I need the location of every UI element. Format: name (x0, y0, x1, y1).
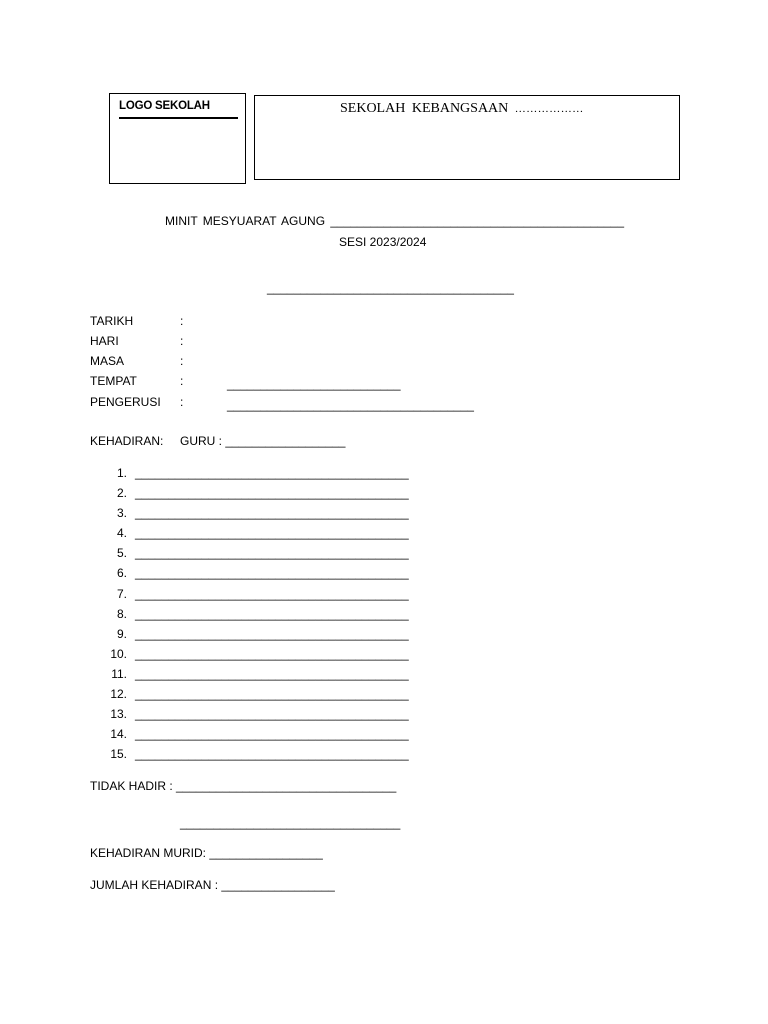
absent-continuation-line: _________________________________ (180, 816, 401, 830)
list-item (107, 566, 409, 586)
list-number: 15. (110, 747, 127, 762)
list-item (107, 747, 409, 767)
school-name (340, 101, 584, 117)
list-item (107, 627, 409, 647)
list-blank-line: _________________________________________ (135, 506, 409, 521)
detail-colon: : (180, 314, 184, 328)
list-item (107, 647, 409, 667)
attendance-list (107, 466, 409, 767)
list-blank-line: _________________________________________ (135, 747, 409, 762)
guru-attendance: GURU : __________________ (180, 434, 346, 448)
list-item (107, 526, 409, 546)
school-name-dots: ……………… (514, 103, 584, 115)
absent-line: TIDAK HADIR : _________________________________ (90, 779, 397, 793)
list-number: 3. (116, 506, 127, 521)
detail-label-pengerusi: PENGERUSI (90, 395, 161, 409)
list-blank-line: _________________________________________ (135, 646, 409, 661)
list-blank-line: _________________________________________ (135, 486, 409, 501)
total-attendance: JUMLAH KEHADIRAN : _________________ (90, 878, 335, 892)
list-number: 14. (110, 727, 127, 742)
list-blank-line: _________________________________________ (135, 586, 409, 601)
logo-underline (119, 117, 238, 119)
list-number: 7. (116, 586, 127, 601)
list-number: 9. (116, 626, 127, 641)
list-blank-line: _________________________________________ (135, 606, 409, 621)
list-number: 10. (110, 646, 127, 661)
list-item (107, 607, 409, 627)
detail-label-hari: HARI (90, 334, 119, 348)
list-blank-line: _________________________________________ (135, 687, 409, 702)
detail-label-masa: MASA (90, 354, 125, 368)
school-name-text: SEKOLAH KEBANGSAAN (340, 101, 509, 116)
list-item (107, 486, 409, 506)
list-blank-line: _________________________________________ (135, 566, 409, 581)
center-blank-line: _____________________________________ (267, 281, 514, 295)
list-item (107, 587, 409, 607)
list-number: 1. (116, 466, 127, 480)
list-item (107, 506, 409, 526)
list-blank-line: _________________________________________ (135, 466, 409, 480)
list-item (107, 466, 409, 486)
detail-label-tarikh: TARIKH (90, 314, 134, 328)
logo-label: LOGO SEKOLAH (119, 100, 210, 112)
meeting-title: MINIT MESYUARAT AGUNG ____________________________________________ (165, 214, 625, 228)
student-attendance: KEHADIRAN MURID: _________________ (90, 846, 323, 860)
list-number: 8. (116, 606, 127, 621)
list-item (107, 687, 409, 707)
list-blank-line: _________________________________________ (135, 727, 409, 742)
list-item (107, 546, 409, 566)
attendance-label: KEHADIRAN: (90, 434, 164, 448)
list-blank-line: _________________________________________ (135, 666, 409, 681)
list-blank-line: _________________________________________ (135, 526, 409, 541)
list-number: 11. (111, 666, 127, 681)
detail-colon: : (180, 334, 184, 348)
list-number: 12. (110, 687, 127, 702)
list-number: 5. (116, 546, 127, 561)
list-number: 2. (116, 486, 127, 501)
list-item (107, 727, 409, 747)
detail-colon: : (180, 354, 184, 368)
list-blank-line: _________________________________________ (135, 626, 409, 641)
tempat-blank-line: __________________________ (227, 377, 401, 391)
detail-colon: : (180, 395, 184, 409)
list-number: 13. (110, 707, 127, 722)
list-number: 4. (116, 526, 127, 541)
session-label: SESI 2023/2024 (339, 235, 427, 249)
list-blank-line: _________________________________________ (135, 707, 409, 722)
pengerusi-blank-line: _____________________________________ (227, 398, 474, 412)
list-item (107, 707, 409, 727)
list-blank-line: _________________________________________ (135, 546, 409, 561)
detail-label-tempat: TEMPAT (90, 374, 137, 388)
detail-colon: : (180, 374, 184, 388)
list-item (107, 667, 409, 687)
list-number: 6. (116, 566, 127, 581)
